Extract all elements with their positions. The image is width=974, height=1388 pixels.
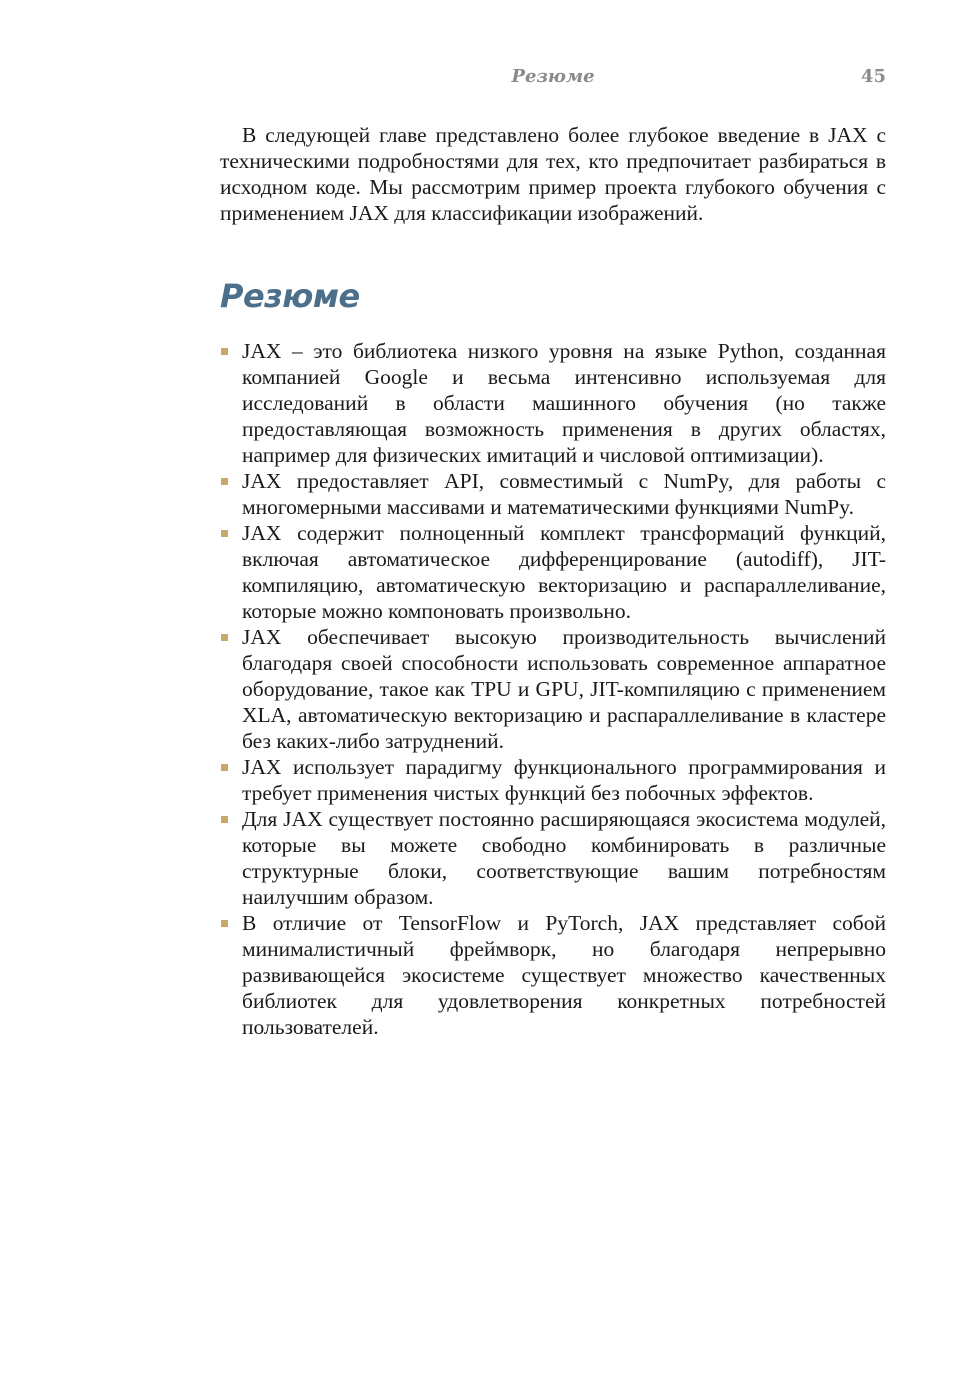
list-item: [220, 806, 886, 910]
intro-paragraph: В следующей главе представлено более глубокое введение в JAX с техническими подробностями для тех, кто предпочитает разбираться в исходном коде. Мы рассмотрим пример проекта глубокого обучения с применением JAX для классификации изображений.: [220, 123, 886, 225]
running-head: [220, 66, 886, 94]
list-item: [220, 754, 886, 806]
section-heading: Резюме: [220, 277, 360, 315]
list-item-text: JAX обеспечивает высокую производительность вычислений благодаря своей способности использовать современное аппаратное оборудование, такое как TPU и GPU, JIT-компиляцию с применением XLA, автоматическую векторизацию и распараллеливание в кластере без каких-либо затруднений.: [242, 625, 886, 753]
square-bullet-icon: [221, 816, 228, 823]
list-item-text: JAX содержит полноценный комплект трансформаций функций, включая автоматическое дифференцирование (autodiff), JIT-компиляцию, автоматическую векторизацию и распараллеливание, которые можно компоновать произвольно.: [242, 521, 886, 623]
list-item: [220, 520, 886, 624]
list-item-text: JAX – это библиотека низкого уровня на языке Python, созданная компанией Google и весьма интенсивно используемая для исследований в области машинного обучения (но также предоставляющая возможность применения в других областях, например для физических имитаций и числовой оптимизации).: [242, 339, 886, 467]
list-item-text: JAX использует парадигму функционального программирования и требует применения чистых функций без побочных эффектов.: [242, 755, 886, 805]
square-bullet-icon: [221, 764, 228, 771]
list-item: [220, 624, 886, 754]
square-bullet-icon: [221, 478, 228, 485]
summary-list: [220, 338, 886, 1040]
list-item-text: Для JAX существует постоянно расширяющаяся экосистема модулей, которые вы можете свободно комбинировать в различные структурные блоки, соответствующие вашим потребностям наилучшим образом.: [242, 807, 886, 909]
running-title: Резюме: [511, 66, 595, 87]
page-number: 45: [860, 66, 886, 87]
list-item-text: JAX предоставляет API, совместимый с NumPy, для работы с многомерными массивами и математическими функциями NumPy.: [242, 469, 886, 519]
list-item: [220, 338, 886, 468]
list-item: [220, 468, 886, 520]
square-bullet-icon: [221, 920, 228, 927]
square-bullet-icon: [221, 348, 228, 355]
square-bullet-icon: [221, 530, 228, 537]
list-item: [220, 910, 886, 1040]
square-bullet-icon: [221, 634, 228, 641]
list-item-text: В отличие от TensorFlow и PyTorch, JAX представляет собой минималистичный фреймворк, но благодаря непрерывно развивающейся экосистеме существует множество качественных библиотек для удовлетворения конкретных потребностей пользователей.: [242, 911, 886, 1039]
page-body: [220, 122, 886, 1040]
